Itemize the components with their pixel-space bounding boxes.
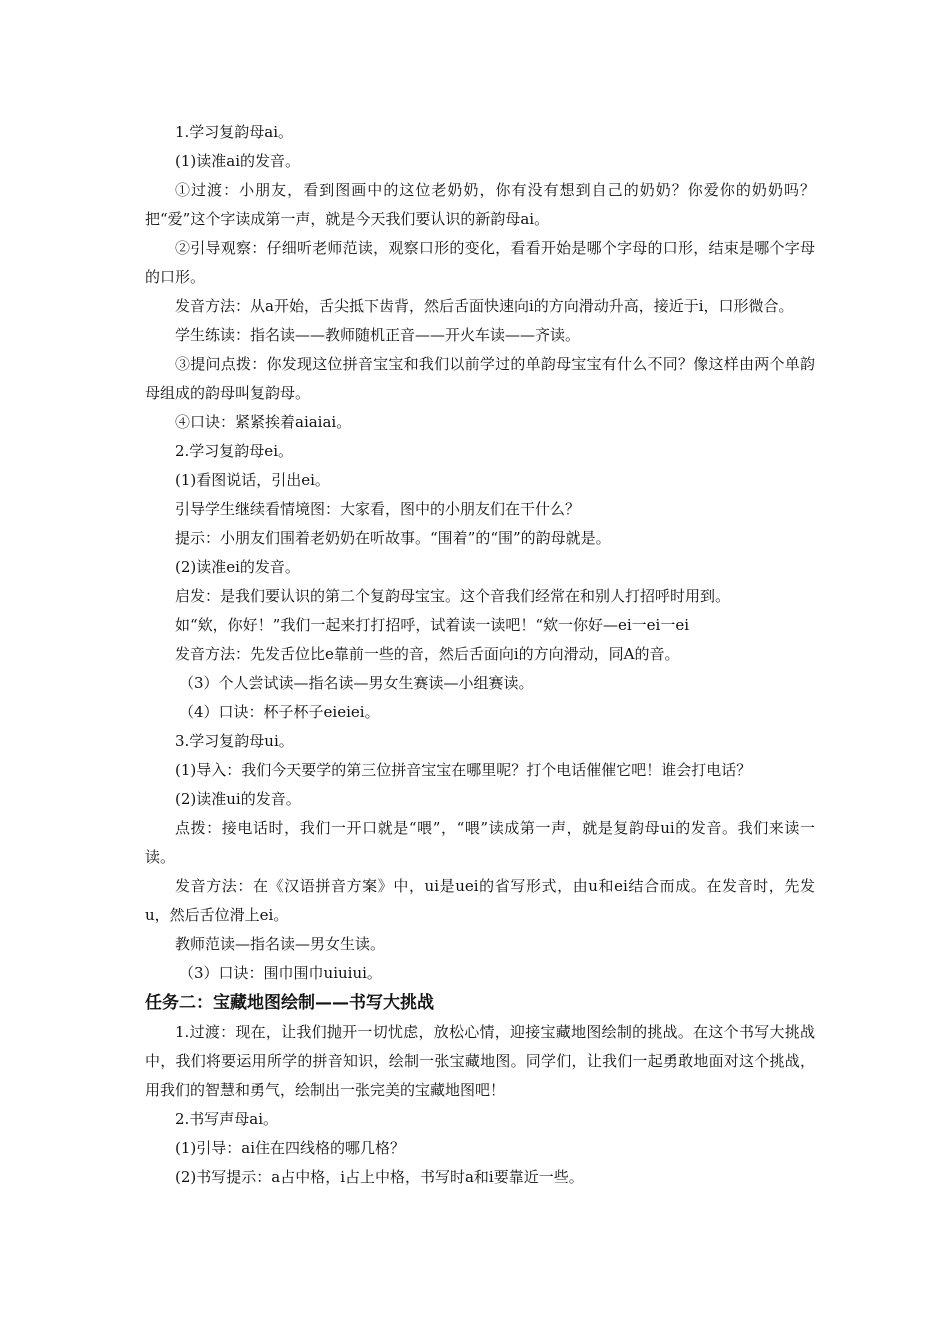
- line-ui-read: 教师范读—指名读—男女生读。: [175, 935, 386, 953]
- line-ei-hint: 提示：小朋友们围着老奶奶在听故事。“围着”的“围”的韵母就是。: [175, 529, 611, 547]
- line-ei-3: （3）个人尝试读—指名读—男女生赛读—小组赛读。: [179, 674, 534, 692]
- line-ei-1: (1)看图说话，引出ei。: [175, 471, 330, 489]
- line-ui-2: (2)读准ui的发音。: [175, 790, 301, 808]
- paragraph-task2-transition: 1.过渡：现在，让我们抛开一切忧虑，放松心情，迎接宝藏地图绘制的挑战。在这个书写大挑战中，我们将要运用所学的拼音知识，绘制一张宝藏地图。同学们，让我们一起勇敢地面对这个挑战，用我们的智慧和勇气，绘制出一张完美的宝藏地图吧！: [145, 1023, 815, 1099]
- section-heading: 任务二：宝藏地图绘制——书写大挑战: [145, 993, 434, 1013]
- paragraph-method-ai: 发音方法：从a开始，舌尖抵下齿背，然后舌面快速向i的方向滑动升高，接近于i，口形微合。: [175, 297, 794, 315]
- paragraph-question: ③提问点拨：你发现这位拼音宝宝和我们以前学过的单韵母宝宝有什么不同？像这样由两个单韵母组成的韵母叫复韵母。: [145, 355, 815, 402]
- line-ui-title: 3.学习复韵母ui。: [175, 732, 294, 750]
- line-ei-guide: 引导学生继续看情境图：大家看，图中的小朋友们在干什么？: [175, 500, 581, 518]
- document-body: [145, 118, 815, 1192]
- line-2: (1)读准ai的发音。: [175, 152, 300, 170]
- line-task2-write: 2.书写声母ai。: [175, 1110, 279, 1128]
- line-ui-1: (1)导入：我们今天要学的第三位拼音宝宝在哪里呢？打个电话催催它吧！谁会打电话？: [175, 761, 752, 779]
- line-ei-method: 发音方法：先发舌位比e靠前一些的音，然后舌面向i的方向滑动，同A的音。: [175, 645, 680, 663]
- line-ui-3: （3）口诀：围巾围巾uiuiui。: [179, 964, 382, 982]
- line-1: 1.学习复韵母ai。: [175, 123, 294, 141]
- line-ei-title: 2.学习复韵母ei。: [175, 442, 293, 460]
- line-practice: 学生练读：指名读——教师随机正音——开火车读——齐读。: [175, 326, 581, 344]
- paragraph-ui-hint: 点拨：接电话时，我们一开口就是“喂”，“喂”读成第一声，就是复韵母ui的发音。我们来读一读。: [145, 819, 815, 866]
- paragraph-transition: ①过渡：小朋友，看到图画中的这位老奶奶，你有没有想到自己的奶奶？你爱你的奶奶吗？把“爱”这个字读成第一声，就是今天我们要认识的新韵母ai。: [145, 181, 815, 228]
- line-rhyme-ai: ④口诀：紧紧挨着aiaiai。: [175, 413, 352, 431]
- line-ei-2: (2)读准ei的发音。: [175, 558, 300, 576]
- line-ei-greet: 如“欸，你好！”我们一起来打打招呼，试着读一读吧！“欸一你好—ei一ei一ei: [175, 616, 690, 634]
- line-ei-4: （4）口诀：杯子杯子eieiei。: [179, 703, 380, 721]
- paragraph-ui-method: 发音方法：在《汉语拼音方案》中，ui是uei的省写形式，由u和ei结合而成。在发音时，先发u，然后舌位滑上ei。: [145, 877, 815, 924]
- line-task2-1: (1)引导：ai住在四线格的哪几格？: [175, 1139, 405, 1157]
- paragraph-observe: ②引导观察：仔细听老师范读，观察口形的变化，看看开始是哪个字母的口形，结束是哪个字母的口形。: [145, 239, 815, 286]
- line-ei-inspire: 启发：是我们要认识的第二个复韵母宝宝。这个音我们经常在和别人打招呼时用到。: [175, 587, 731, 605]
- line-task2-2: (2)书写提示：a占中格，i占上中格，书写时a和i要靠近一些。: [175, 1168, 584, 1186]
